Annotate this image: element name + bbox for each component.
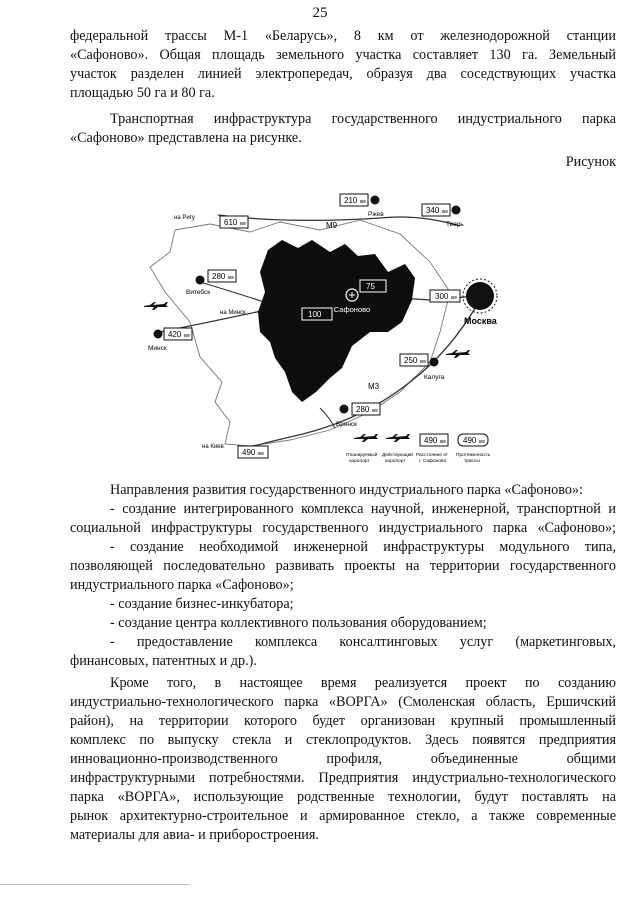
svg-text:км: км: [479, 439, 485, 445]
svg-text:490: 490: [242, 448, 256, 457]
svg-text:340: 340: [426, 206, 440, 215]
distance-kaluga: [400, 354, 428, 366]
svg-text:490: 490: [463, 436, 477, 445]
distance-riga: [220, 216, 248, 228]
kaluga-label: Калуга: [424, 374, 445, 381]
svg-text:490: 490: [424, 436, 438, 445]
vorga-line: район), на территории которого будет организован крупный промышленный: [70, 713, 616, 729]
list-item: социальной инфраструктуры государственного индустриального парка «Сафоново»;: [70, 520, 616, 536]
road-vitebsk: [200, 282, 270, 304]
direction-kiev: на Киев: [202, 444, 224, 450]
list-item: - создание интегрированного комплекса научной, инженерной, транспортной и: [110, 501, 616, 517]
rzhev-marker: [371, 196, 380, 205]
vorga-line: рынок архитектурно-строительное и армированное стекло, а также современные: [70, 808, 616, 824]
vorga-line: комплекс по выпуску стекла и стеклопродуктов. Здесь появятся предприятия: [70, 732, 616, 748]
smolensk-region: [258, 240, 415, 402]
vorga-line: материалы для авиа- и приборостроения.: [70, 827, 319, 843]
distance-moscow: [430, 290, 460, 302]
bryansk-marker: [340, 405, 349, 414]
svg-text:км: км: [451, 295, 457, 301]
svg-text:км: км: [228, 275, 234, 281]
minsk-airport-icon: [144, 302, 168, 310]
footer-rule: [0, 884, 190, 885]
distance-bryansk: [352, 403, 380, 415]
kaluga-marker: [430, 358, 439, 367]
svg-text:280: 280: [356, 405, 370, 414]
svg-text:км: км: [258, 451, 264, 457]
tver-label: Тверь: [446, 221, 464, 228]
list-item: финансовых, патентных и др.).: [70, 653, 257, 669]
distance-rzhev: [340, 194, 368, 206]
svg-text:420: 420: [168, 330, 182, 339]
svg-text:аэропорт: аэропорт: [385, 459, 406, 464]
svg-text:км: км: [372, 408, 378, 414]
intro-line: федеральной трассы М-1 «Беларусь», 8 км от железнодорожной станции: [70, 28, 616, 44]
svg-text:км: км: [442, 209, 448, 215]
distance-vitebsk: [208, 270, 236, 282]
list-item: индустриального парка «Сафоново»;: [70, 577, 294, 593]
list-item: позволяющей последовательно развивать проекты на территории государственного: [70, 558, 616, 574]
distance-kiev: [238, 446, 268, 458]
svg-text:610: 610: [224, 218, 238, 227]
svg-text:Расстояние от: Расстояние от: [416, 453, 449, 458]
vorga-line: индустриально-технологического парка «ВОРГА» (Смоленская область, Ершичский: [70, 694, 616, 710]
svg-text:210: 210: [344, 196, 358, 205]
vitebsk-marker: [196, 276, 205, 285]
minsk-label: Минск: [148, 345, 167, 352]
intro-line: площадью 50 га и 80 га.: [70, 85, 215, 101]
intro-line: участок разделен линией электропередач, образуя два соседствующих участка: [70, 66, 616, 82]
road-m9: [218, 215, 460, 226]
vorga-line: инновационно-производственного профиля, объединенные общими: [70, 751, 616, 767]
list-item: - предоставление комплекса консалтинговых услуг (маркетинговых,: [110, 634, 616, 650]
svg-text:75: 75: [366, 282, 375, 291]
distance-tver: [422, 204, 450, 216]
kaluga-airport-icon: [446, 350, 470, 358]
directions-title: Направления развития государственного индустриального парка «Сафоново»:: [110, 482, 583, 498]
list-item: - создание бизнес-инкубатора;: [110, 596, 294, 612]
vitebsk-label: Витебск: [186, 289, 211, 296]
transport-line: Транспортная инфраструктура государственного индустриального парка: [110, 111, 616, 127]
moscow-marker: [466, 282, 494, 310]
direction-riga: на Ригу: [174, 215, 195, 221]
svg-text:Планируемый: Планируемый: [346, 453, 378, 458]
highway-m3-label: М3: [368, 382, 380, 391]
vorga-line: парка «ВОРГА», использующие родственные технологии, будут поставлять на: [70, 789, 616, 805]
existing-airport-icon: [386, 434, 410, 442]
svg-text:250: 250: [404, 356, 418, 365]
rzhev-label: Ржев: [368, 211, 384, 218]
vorga-line: инфраструктурными потребностями. Предприятия индустриально-технологического: [70, 770, 616, 786]
transport-map: [130, 182, 510, 468]
distance-west: [302, 308, 332, 320]
svg-text:км: км: [420, 359, 426, 365]
distance-minsk: [164, 328, 192, 340]
svg-text:км: км: [360, 199, 366, 205]
intro-line: «Сафоново». Общая площадь земельного участка составляет 130 га. Земельный: [70, 47, 616, 63]
svg-text:Протяженность: Протяженность: [456, 453, 491, 458]
planned-airport-icon: [354, 434, 378, 442]
svg-text:Действующий: Действующий: [382, 453, 413, 458]
map-legend: [346, 434, 491, 464]
distance-east: [360, 280, 386, 292]
list-item: - создание необходимой инженерной инфраструктуры модульного типа,: [110, 539, 616, 555]
highway-m9-label: М9: [326, 221, 338, 230]
svg-text:км: км: [440, 439, 446, 445]
moscow-label: Москва: [464, 316, 497, 326]
direction-minsk: на Минск: [220, 310, 246, 316]
transport-line: «Сафоново» представлена на рисунке.: [70, 130, 302, 146]
bryansk-label: Брянск: [336, 421, 358, 428]
list-item: - создание центра коллективного пользования оборудованием;: [110, 615, 487, 631]
svg-text:100: 100: [308, 310, 322, 319]
figure-caption: Рисунок: [565, 154, 616, 170]
minsk-marker: [154, 330, 163, 339]
svg-text:300: 300: [435, 292, 449, 301]
svg-text:280: 280: [212, 272, 226, 281]
svg-text:г. Сафоново: г. Сафоново: [419, 459, 447, 464]
svg-text:км: км: [240, 221, 246, 227]
vorga-line: Кроме того, в настоящее время реализуется проект по созданию: [110, 675, 616, 691]
svg-text:трассы: трассы: [464, 459, 480, 464]
page-number: 25: [312, 5, 328, 21]
svg-text:км: км: [184, 333, 190, 339]
safonovo-label: Сафоново: [333, 305, 371, 314]
svg-text:аэропорт: аэропорт: [349, 459, 370, 464]
tver-marker: [452, 206, 461, 215]
